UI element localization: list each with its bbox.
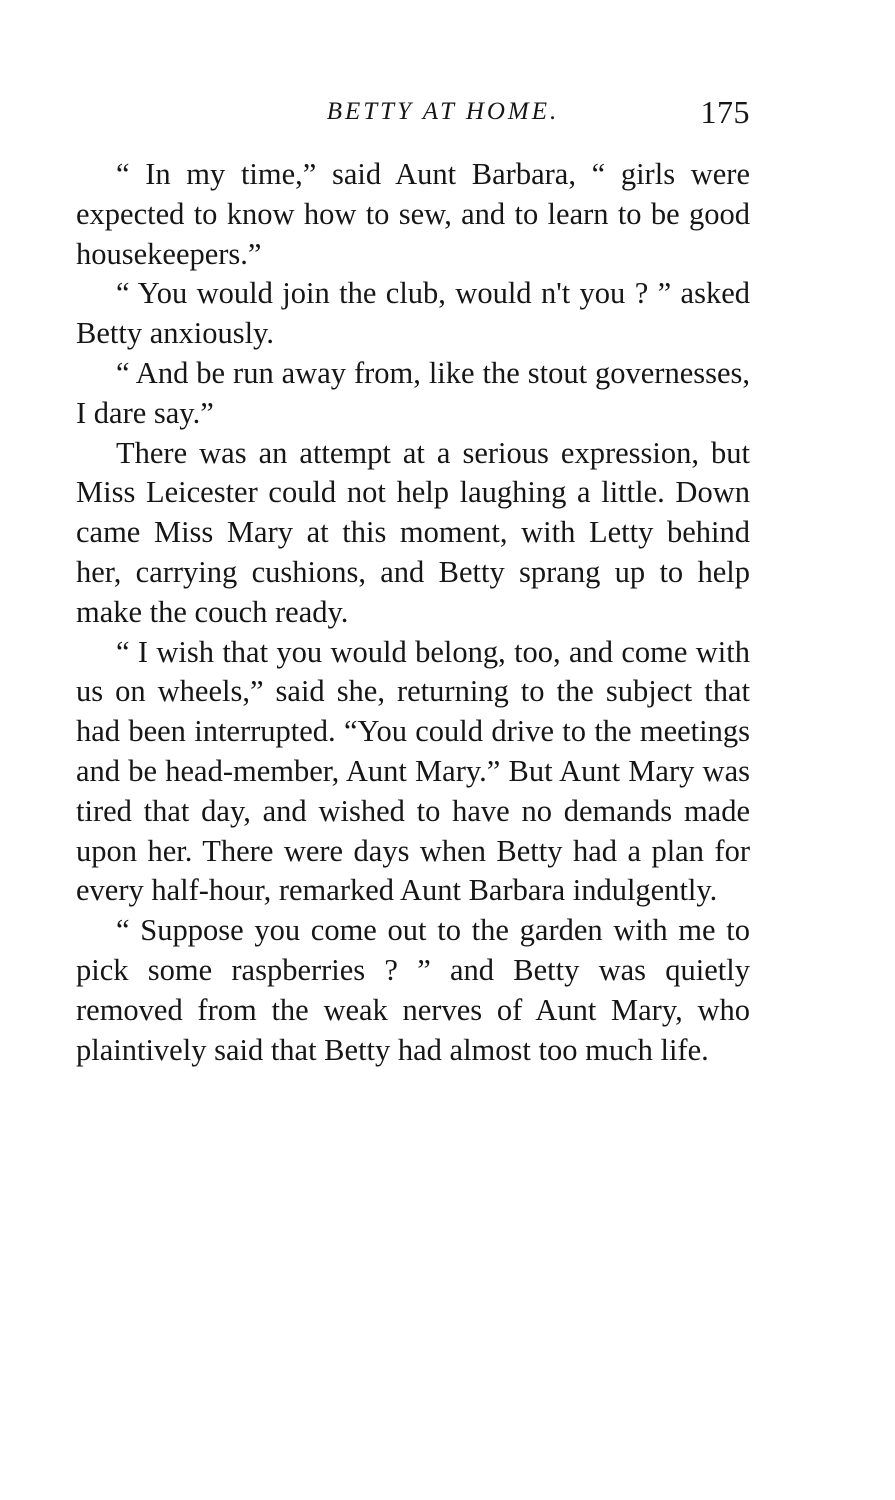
paragraph: “ I wish that you would belong, too, and come with us on wheels,” said she, returning to the subject that had been interrupted. “You could drive to the meetings and be head-member, Aunt Mary.” But Aunt Mary was tired that day, and wished to have no demands made upon her. There were days when Betty had a plan for every half-hour, remarked Aunt Barbara indulgently. — [76, 634, 750, 908]
running-head — [76, 94, 750, 138]
paragraph: “ You would join the club, would n't you ? ” asked Betty anxiously. — [76, 276, 750, 351]
running-title: BETTY AT HOME. — [326, 98, 560, 125]
body-text — [76, 155, 750, 1070]
paragraph: “ And be run away from, like the stout governesses, I dare say.” — [76, 355, 750, 430]
paragraph: There was an attempt at a serious expression, but Miss Leicester could not help laughing a little. Down came Miss Mary at this moment, with Letty behind her, carrying cushions, and Betty sprang up to help make the couch ready. — [76, 435, 750, 629]
page-number: 175 — [700, 94, 750, 130]
paragraph: “ Suppose you come out to the garden with me to pick some raspberries ? ” and Betty was quietly removed from the weak nerves of Aunt Mary, who plaintively said that Betty had almost too much life. — [76, 913, 750, 1067]
paragraph: “ In my time,” said Aunt Barbara, “ girls were expected to know how to sew, and to learn to be good housekeepers.” — [76, 157, 750, 271]
